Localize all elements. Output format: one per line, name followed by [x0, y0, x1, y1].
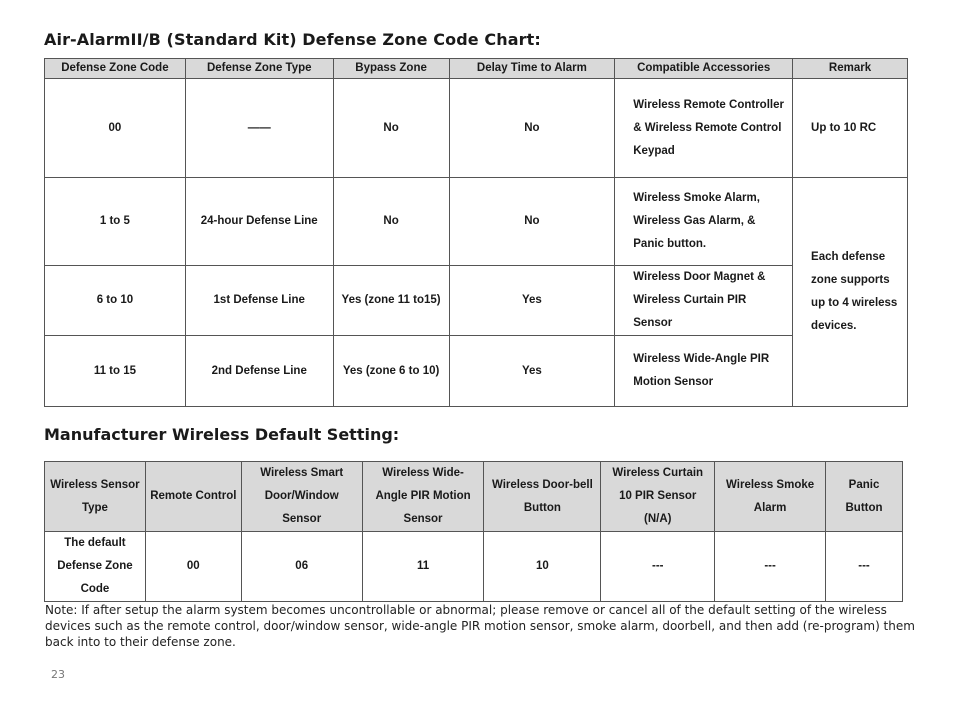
column-header: Panic Button — [826, 462, 903, 532]
zone-type-cell: —— — [185, 79, 333, 178]
section-title-default-setting: Manufacturer Wireless Default Setting: — [44, 425, 400, 444]
shared-remark-cell: Each defense zone supports up to 4 wireless devices. — [793, 178, 908, 407]
table-row — [45, 178, 908, 266]
value-cell: --- — [601, 532, 715, 602]
section-title-zone-chart: Air-AlarmII/B (Standard Kit) Defense Zone Code Chart: — [44, 30, 541, 49]
page-number: 23 — [51, 668, 65, 681]
delay-cell: No — [449, 178, 615, 266]
accessories-cell: Wireless Remote Controller & Wireless Remote Control Keypad — [615, 79, 793, 178]
zone-type-cell: 24-hour Defense Line — [185, 178, 333, 266]
column-header: Defense Zone Type — [185, 59, 333, 79]
column-header: Wireless Curtain 10 PIR Sensor (N/A) — [601, 462, 715, 532]
column-header: Wireless Door-bell Button — [484, 462, 601, 532]
wireless-default-setting-table — [44, 461, 903, 602]
value-cell: --- — [826, 532, 903, 602]
bypass-cell: No — [333, 79, 449, 178]
zone-code-cell: 1 to 5 — [45, 178, 186, 266]
zone-type-cell: 2nd Defense Line — [185, 336, 333, 407]
delay-cell: Yes — [449, 336, 615, 407]
column-header: Wireless Wide-Angle PIR Motion Sensor — [362, 462, 484, 532]
table-row — [45, 266, 908, 336]
bypass-cell: Yes (zone 6 to 10) — [333, 336, 449, 407]
column-header: Defense Zone Code — [45, 59, 186, 79]
value-cell: 10 — [484, 532, 601, 602]
column-header: Delay Time to Alarm — [449, 59, 615, 79]
delay-cell: No — [449, 79, 615, 178]
accessories-cell: Wireless Door Magnet & Wireless Curtain PIR Sensor — [615, 266, 793, 336]
column-header: Wireless Smart Door/Window Sensor — [241, 462, 362, 532]
bypass-cell: No — [333, 178, 449, 266]
zone-code-cell: 6 to 10 — [45, 266, 186, 336]
value-cell: 11 — [362, 532, 484, 602]
remark-cell: Up to 10 RC — [793, 79, 908, 178]
table-row — [45, 79, 908, 178]
bypass-cell: Yes (zone 11 to15) — [333, 266, 449, 336]
table-header-row — [45, 59, 908, 79]
defense-zone-code-table — [44, 58, 908, 407]
zone-type-cell: 1st Defense Line — [185, 266, 333, 336]
row-label-cell: The default Defense Zone Code — [45, 532, 146, 602]
value-cell: --- — [715, 532, 826, 602]
column-header: Remote Control — [145, 462, 241, 532]
column-header: Remark — [793, 59, 908, 79]
delay-cell: Yes — [449, 266, 615, 336]
column-header: Compatible Accessories — [615, 59, 793, 79]
column-header: Wireless Sensor Type — [45, 462, 146, 532]
table-row — [45, 336, 908, 407]
accessories-cell: Wireless Smoke Alarm, Wireless Gas Alarm, & Panic button. — [615, 178, 793, 266]
column-header: Wireless Smoke Alarm — [715, 462, 826, 532]
zone-code-cell: 00 — [45, 79, 186, 178]
accessories-cell: Wireless Wide-Angle PIR Motion Sensor — [615, 336, 793, 407]
zone-code-cell: 11 to 15 — [45, 336, 186, 407]
value-cell: 00 — [145, 532, 241, 602]
table-row — [45, 532, 903, 602]
note-text: Note: If after setup the alarm system becomes uncontrollable or abnormal; please remove or cancel all of the default setting of the wireless devices such as the remote control, door/window sensor, wide-angle PIR motion sensor, smoke alarm, doorbell, and then add (re-program) them back into to their defense zone. — [45, 603, 915, 649]
value-cell: 06 — [241, 532, 362, 602]
column-header: Bypass Zone — [333, 59, 449, 79]
table-header-row — [45, 462, 903, 532]
